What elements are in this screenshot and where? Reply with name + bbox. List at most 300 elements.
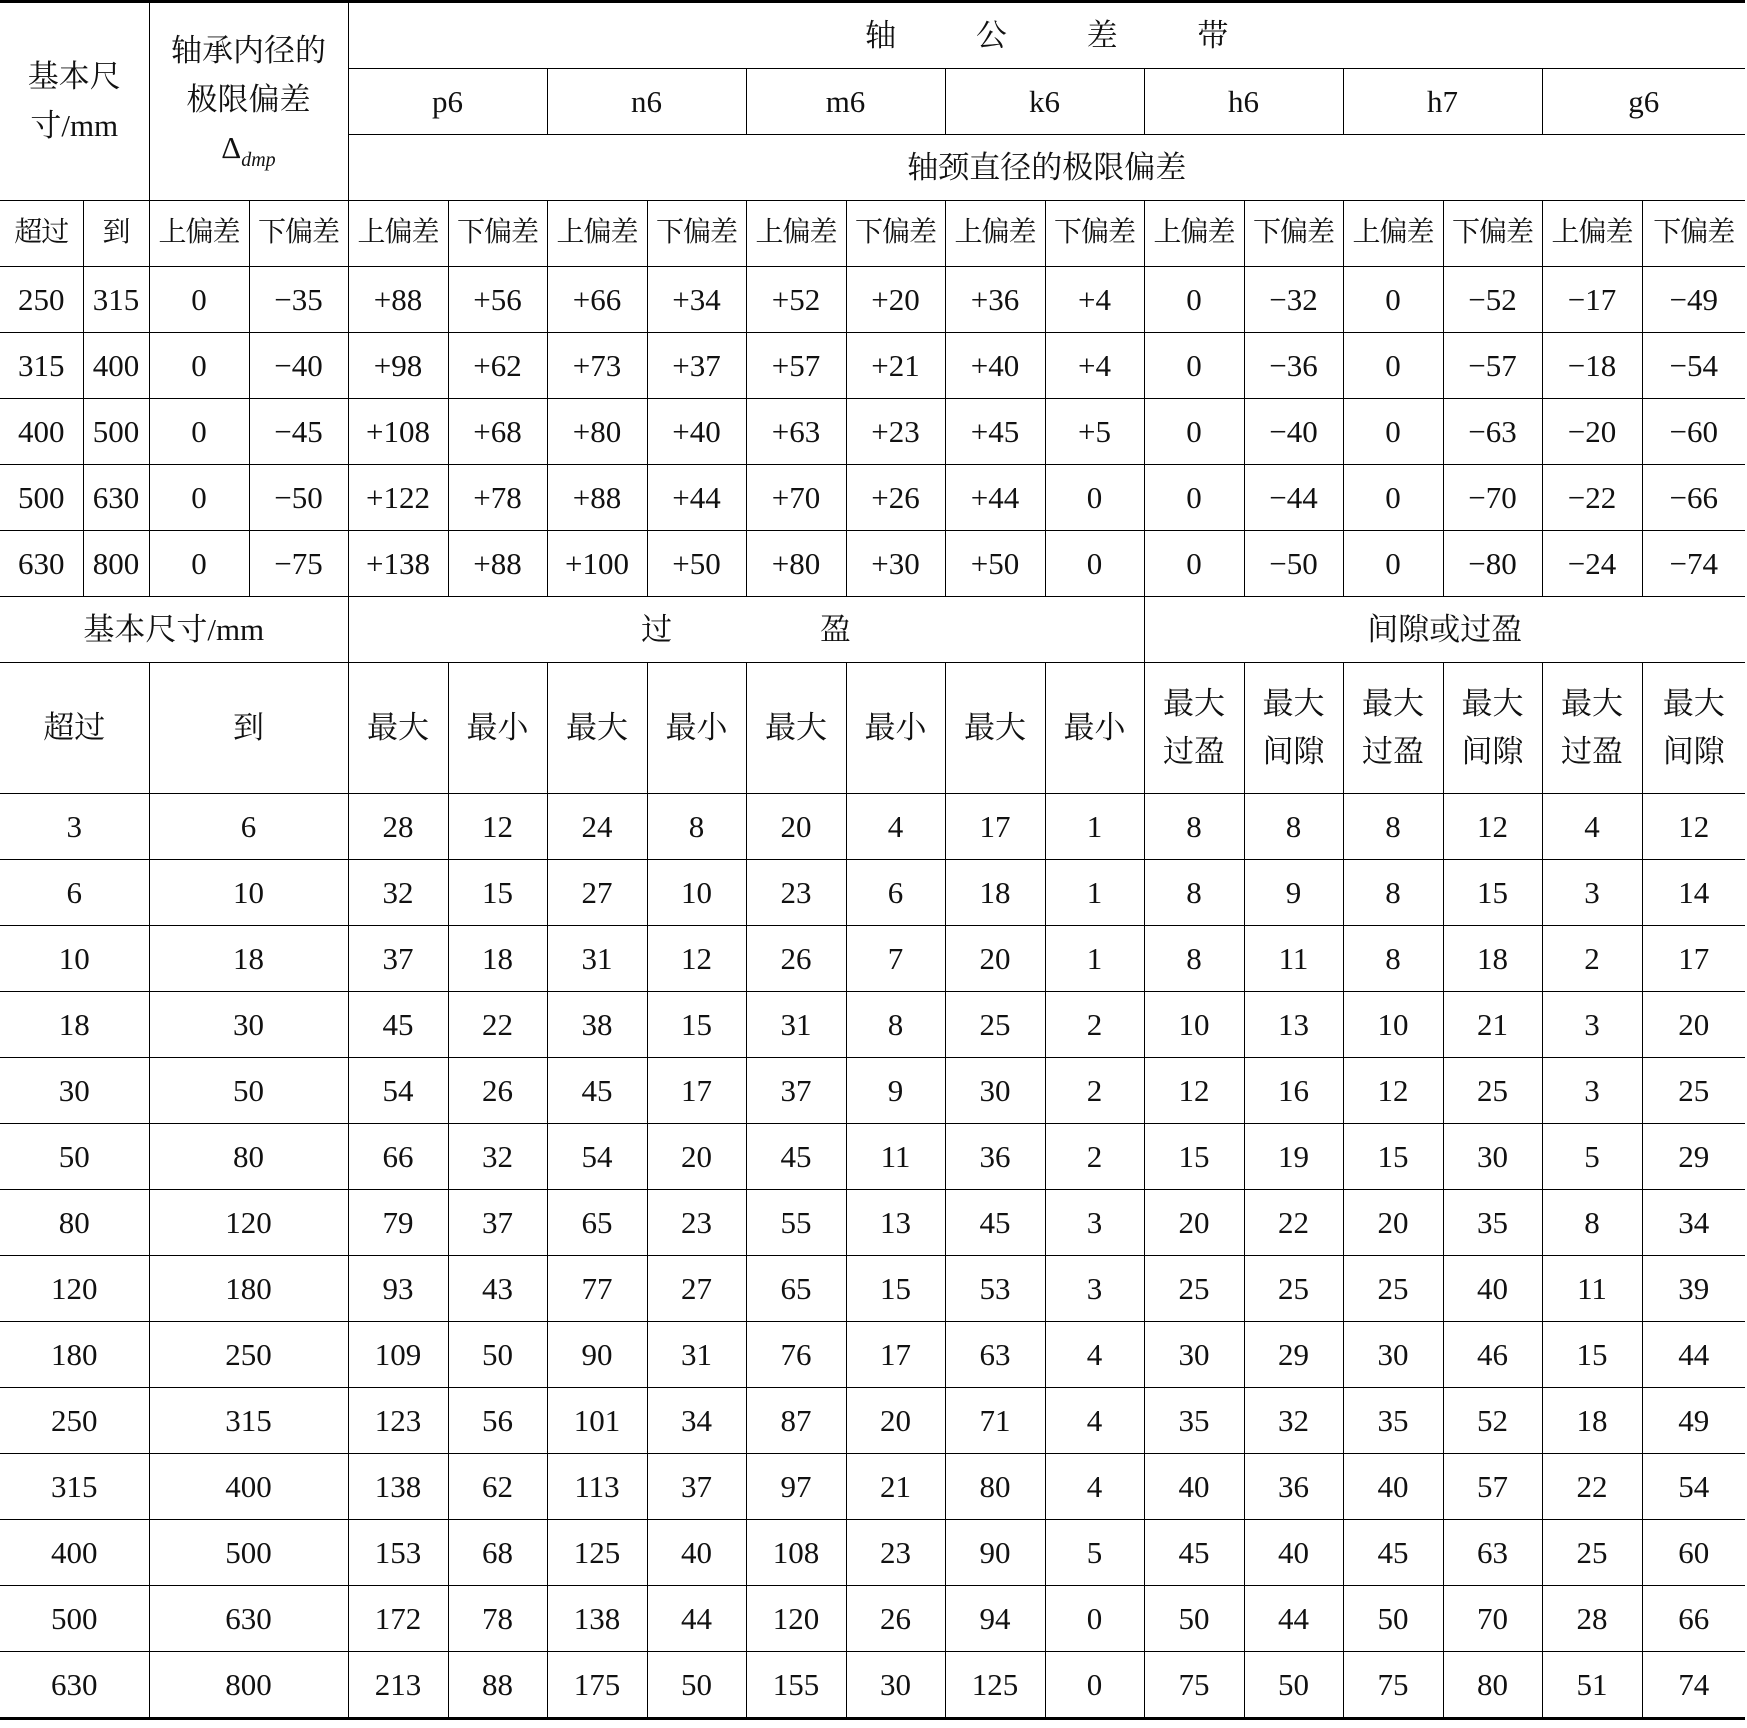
bottom-data-cell: 172 xyxy=(348,1586,448,1652)
top-data-cell: −63 xyxy=(1443,399,1542,465)
top-data-cell: +98 xyxy=(348,333,448,399)
bottom-data-cell: 8 xyxy=(846,992,945,1058)
bottom-data-cell: 45 xyxy=(1343,1520,1443,1586)
bottom-data-cell: 46 xyxy=(1443,1322,1542,1388)
delta-symbol: Δ xyxy=(221,129,242,165)
bottom-data-cell: 75 xyxy=(1144,1652,1244,1719)
top-data-cell: +30 xyxy=(846,531,945,597)
bottom-data-cell: 74 xyxy=(1642,1652,1745,1719)
shaft-tolerance-zone-header: 轴 公 差 带 xyxy=(348,2,1745,69)
top-data-cell: 0 xyxy=(1144,399,1244,465)
top-data-cell: 630 xyxy=(0,531,83,597)
top-data-cell: +20 xyxy=(846,267,945,333)
bottom-data-cell: 31 xyxy=(746,992,846,1058)
bottom-data-cell: 23 xyxy=(746,860,846,926)
bottom-data-cell: 21 xyxy=(1443,992,1542,1058)
bottom-data-cell: 44 xyxy=(1642,1322,1745,1388)
bottom-data-cell: 8 xyxy=(1144,926,1244,992)
bottom-data-cell: 28 xyxy=(348,794,448,860)
top-data-cell: +88 xyxy=(448,531,547,597)
bottom-data-cell: 400 xyxy=(149,1454,348,1520)
bottom-data-cell: 27 xyxy=(647,1256,746,1322)
top-data-cell: 0 xyxy=(1144,333,1244,399)
top-data-cell: +37 xyxy=(647,333,746,399)
bottom-data-cell: 12 xyxy=(1443,794,1542,860)
bottom-data-cell: 155 xyxy=(746,1652,846,1719)
top-data-row xyxy=(0,267,1745,333)
top-data-cell: 0 xyxy=(149,531,249,597)
bottom-data-body xyxy=(0,794,1745,1719)
bottom-data-cell: 500 xyxy=(149,1520,348,1586)
bottom-data-cell: 20 xyxy=(746,794,846,860)
top-data-cell: +56 xyxy=(448,267,547,333)
bottom-data-cell: 20 xyxy=(1642,992,1745,1058)
bottom-data-cell: 12 xyxy=(647,926,746,992)
top-data-cell: −50 xyxy=(1244,531,1343,597)
bottom-data-cell: 3 xyxy=(1542,992,1642,1058)
bottom-data-row xyxy=(0,1190,1745,1256)
bottom-data-cell: 65 xyxy=(547,1190,647,1256)
bottom-data-cell: 34 xyxy=(647,1388,746,1454)
bottom-data-cell: 23 xyxy=(647,1190,746,1256)
bottom-data-row xyxy=(0,794,1745,860)
bottom-data-cell: 17 xyxy=(846,1322,945,1388)
bottom-data-cell: 6 xyxy=(0,860,149,926)
bottom-data-row xyxy=(0,926,1745,992)
lower-deviation-header: 下偏差 xyxy=(647,201,746,267)
top-data-cell: +68 xyxy=(448,399,547,465)
top-data-cell: −18 xyxy=(1542,333,1642,399)
bottom-data-cell: 11 xyxy=(1542,1256,1642,1322)
top-data-cell: −44 xyxy=(1244,465,1343,531)
top-data-cell: +88 xyxy=(547,465,647,531)
top-data-row xyxy=(0,531,1745,597)
bottom-data-cell: 51 xyxy=(1542,1652,1642,1719)
bottom-data-cell: 66 xyxy=(1642,1586,1745,1652)
bottom-data-cell: 8 xyxy=(647,794,746,860)
bottom-data-cell: 25 xyxy=(1343,1256,1443,1322)
bottom-data-cell: 9 xyxy=(1244,860,1343,926)
bottom-data-cell: 15 xyxy=(448,860,547,926)
over-header: 超过 xyxy=(0,201,83,267)
top-data-cell: −35 xyxy=(249,267,348,333)
bottom-data-row xyxy=(0,1652,1745,1719)
top-data-cell: +40 xyxy=(647,399,746,465)
bottom-data-cell: 44 xyxy=(1244,1586,1343,1652)
bottom-data-cell: 34 xyxy=(1642,1190,1745,1256)
top-data-cell: +88 xyxy=(348,267,448,333)
bottom-data-cell: 1 xyxy=(1045,926,1144,992)
bottom-data-cell: 113 xyxy=(547,1454,647,1520)
top-data-cell: 500 xyxy=(83,399,149,465)
bottom-data-cell: 4 xyxy=(1045,1322,1144,1388)
top-data-cell: −54 xyxy=(1642,333,1745,399)
bottom-data-cell: 20 xyxy=(1343,1190,1443,1256)
bottom-data-cell: 315 xyxy=(149,1388,348,1454)
upper-deviation-header: 上偏差 xyxy=(149,201,249,267)
bottom-data-cell: 40 xyxy=(1343,1454,1443,1520)
bottom-data-cell: 12 xyxy=(448,794,547,860)
bottom-data-cell: 800 xyxy=(149,1652,348,1719)
bottom-data-cell: 22 xyxy=(448,992,547,1058)
top-data-cell: 0 xyxy=(1343,465,1443,531)
bottom-data-cell: 8 xyxy=(1343,926,1443,992)
top-data-cell: +100 xyxy=(547,531,647,597)
bottom-data-cell: 1 xyxy=(1045,860,1144,926)
top-data-cell: 0 xyxy=(149,465,249,531)
top-data-cell: +5 xyxy=(1045,399,1144,465)
bottom-data-row xyxy=(0,1256,1745,1322)
top-data-cell: +50 xyxy=(945,531,1045,597)
bottom-data-cell: 11 xyxy=(1244,926,1343,992)
top-data-cell: 0 xyxy=(1045,531,1144,597)
top-data-cell: −40 xyxy=(1244,399,1343,465)
bottom-data-cell: 78 xyxy=(448,1586,547,1652)
bottom-data-cell: 123 xyxy=(348,1388,448,1454)
bottom-data-cell: 36 xyxy=(945,1124,1045,1190)
bottom-data-cell: 37 xyxy=(348,926,448,992)
upper-deviation-header: 上偏差 xyxy=(1144,201,1244,267)
lower-deviation-header: 下偏差 xyxy=(1642,201,1745,267)
top-data-cell: −57 xyxy=(1443,333,1542,399)
bottom-data-cell: 8 xyxy=(1144,794,1244,860)
bottom-data-row xyxy=(0,1124,1745,1190)
bottom-data-cell: 18 xyxy=(0,992,149,1058)
bottom-data-row xyxy=(0,1454,1745,1520)
top-data-cell: −36 xyxy=(1244,333,1343,399)
bottom-data-cell: 29 xyxy=(1244,1322,1343,1388)
min-interference-header: 最小 xyxy=(448,663,547,794)
bottom-data-cell: 90 xyxy=(547,1322,647,1388)
top-data-cell: +57 xyxy=(746,333,846,399)
bottom-data-cell: 37 xyxy=(448,1190,547,1256)
max-interference-header: 最大过盈 xyxy=(1343,663,1443,794)
bottom-data-cell: 54 xyxy=(348,1058,448,1124)
bottom-data-cell: 29 xyxy=(1642,1124,1745,1190)
bottom-data-row xyxy=(0,1520,1745,1586)
bottom-data-cell: 23 xyxy=(846,1520,945,1586)
bottom-data-cell: 45 xyxy=(746,1124,846,1190)
bottom-data-cell: 25 xyxy=(945,992,1045,1058)
bottom-header-row-1 xyxy=(0,597,1745,663)
lower-deviation-header: 下偏差 xyxy=(1045,201,1144,267)
bottom-data-cell: 180 xyxy=(0,1322,149,1388)
bottom-data-cell: 25 xyxy=(1542,1520,1642,1586)
bottom-data-row xyxy=(0,1586,1745,1652)
zone-header: p6 xyxy=(348,69,547,135)
top-data-row xyxy=(0,399,1745,465)
bottom-data-cell: 77 xyxy=(547,1256,647,1322)
bottom-data-cell: 26 xyxy=(746,926,846,992)
bottom-data-cell: 79 xyxy=(348,1190,448,1256)
top-data-cell: +138 xyxy=(348,531,448,597)
bottom-section xyxy=(0,597,1745,794)
upper-deviation-header: 上偏差 xyxy=(348,201,448,267)
bearing-bore-label-line2: 极限偏差 xyxy=(186,81,311,117)
bottom-data-cell: 31 xyxy=(547,926,647,992)
bottom-data-cell: 30 xyxy=(1144,1322,1244,1388)
bottom-data-cell: 180 xyxy=(149,1256,348,1322)
top-data-cell: 0 xyxy=(1343,267,1443,333)
bottom-data-cell: 101 xyxy=(547,1388,647,1454)
top-data-row xyxy=(0,333,1745,399)
bottom-data-cell: 63 xyxy=(1443,1520,1542,1586)
bottom-data-cell: 24 xyxy=(547,794,647,860)
upper-deviation-header: 上偏差 xyxy=(1343,201,1443,267)
top-data-cell: 0 xyxy=(1144,465,1244,531)
interference-header: 过 盈 xyxy=(348,597,1144,663)
bottom-data-cell: 0 xyxy=(1045,1652,1144,1719)
bottom-data-cell: 20 xyxy=(945,926,1045,992)
bottom-data-cell: 94 xyxy=(945,1586,1045,1652)
bottom-data-cell: 35 xyxy=(1443,1190,1542,1256)
top-subheader-row xyxy=(0,201,1745,267)
bottom-data-cell: 45 xyxy=(348,992,448,1058)
max-clearance-header: 最大间隙 xyxy=(1244,663,1343,794)
bottom-data-cell: 30 xyxy=(1343,1322,1443,1388)
bottom-header-row-2 xyxy=(0,663,1745,794)
bottom-to-header: 到 xyxy=(149,663,348,794)
lower-deviation-header: 下偏差 xyxy=(1244,201,1343,267)
top-data-cell: +44 xyxy=(647,465,746,531)
to-header: 到 xyxy=(83,201,149,267)
top-data-cell: 0 xyxy=(1343,531,1443,597)
bottom-data-cell: 87 xyxy=(746,1388,846,1454)
top-data-cell: +62 xyxy=(448,333,547,399)
bottom-data-cell: 35 xyxy=(1343,1388,1443,1454)
top-data-cell: +66 xyxy=(547,267,647,333)
top-data-cell: −75 xyxy=(249,531,348,597)
bottom-data-cell: 108 xyxy=(746,1520,846,1586)
clearance-or-interference-header: 间隙或过盈 xyxy=(1144,597,1745,663)
bottom-data-cell: 25 xyxy=(1144,1256,1244,1322)
bottom-data-cell: 1 xyxy=(1045,794,1144,860)
bottom-data-cell: 20 xyxy=(846,1388,945,1454)
top-data-cell: −80 xyxy=(1443,531,1542,597)
bottom-data-cell: 88 xyxy=(448,1652,547,1719)
bottom-data-cell: 500 xyxy=(0,1586,149,1652)
bottom-data-cell: 10 xyxy=(647,860,746,926)
top-data-cell: 400 xyxy=(0,399,83,465)
top-data-cell: 0 xyxy=(1045,465,1144,531)
bottom-data-cell: 2 xyxy=(1045,1058,1144,1124)
bottom-data-cell: 66 xyxy=(348,1124,448,1190)
bottom-data-cell: 30 xyxy=(846,1652,945,1719)
bottom-data-cell: 18 xyxy=(945,860,1045,926)
bottom-data-cell: 120 xyxy=(746,1586,846,1652)
bottom-data-cell: 45 xyxy=(945,1190,1045,1256)
bottom-data-cell: 315 xyxy=(0,1454,149,1520)
top-data-cell: +73 xyxy=(547,333,647,399)
top-data-cell: +70 xyxy=(746,465,846,531)
top-data-cell: −52 xyxy=(1443,267,1542,333)
top-data-cell: +80 xyxy=(746,531,846,597)
journal-deviation-header: 轴颈直径的极限偏差 xyxy=(348,135,1745,201)
top-data-cell: −70 xyxy=(1443,465,1542,531)
max-clearance-header: 最大间隙 xyxy=(1642,663,1745,794)
bottom-over-header: 超过 xyxy=(0,663,149,794)
top-data-cell: +34 xyxy=(647,267,746,333)
bottom-data-cell: 57 xyxy=(1443,1454,1542,1520)
max-interference-header: 最大 xyxy=(746,663,846,794)
top-data-cell: 500 xyxy=(0,465,83,531)
zone-header: g6 xyxy=(1542,69,1745,135)
bottom-data-cell: 14 xyxy=(1642,860,1745,926)
lower-deviation-header: 下偏差 xyxy=(1443,201,1542,267)
top-data-cell: +78 xyxy=(448,465,547,531)
top-data-cell: +26 xyxy=(846,465,945,531)
bottom-data-cell: 3 xyxy=(1542,1058,1642,1124)
bottom-data-cell: 12 xyxy=(1144,1058,1244,1124)
top-data-body xyxy=(0,267,1745,597)
bottom-data-cell: 10 xyxy=(1343,992,1443,1058)
bottom-data-cell: 70 xyxy=(1443,1586,1542,1652)
top-data-cell: +4 xyxy=(1045,267,1144,333)
bottom-data-cell: 68 xyxy=(448,1520,547,1586)
bottom-data-cell: 19 xyxy=(1244,1124,1343,1190)
bottom-data-cell: 50 xyxy=(448,1322,547,1388)
bottom-data-cell: 15 xyxy=(647,992,746,1058)
bottom-data-cell: 630 xyxy=(0,1652,149,1719)
zone-header: h7 xyxy=(1343,69,1542,135)
top-data-cell: 0 xyxy=(1343,399,1443,465)
bottom-data-cell: 8 xyxy=(1343,794,1443,860)
bottom-data-cell: 30 xyxy=(149,992,348,1058)
bottom-data-cell: 138 xyxy=(348,1454,448,1520)
bottom-data-cell: 153 xyxy=(348,1520,448,1586)
bottom-data-cell: 38 xyxy=(547,992,647,1058)
bottom-data-cell: 10 xyxy=(0,926,149,992)
bottom-data-cell: 0 xyxy=(1045,1586,1144,1652)
bottom-data-cell: 25 xyxy=(1244,1256,1343,1322)
top-data-cell: +23 xyxy=(846,399,945,465)
max-interference-header: 最大 xyxy=(547,663,647,794)
bottom-data-cell: 50 xyxy=(647,1652,746,1719)
bottom-data-cell: 50 xyxy=(0,1124,149,1190)
bottom-data-cell: 15 xyxy=(1144,1124,1244,1190)
bottom-data-cell: 120 xyxy=(149,1190,348,1256)
zone-header: m6 xyxy=(746,69,945,135)
bottom-data-cell: 40 xyxy=(1244,1520,1343,1586)
bottom-data-cell: 80 xyxy=(0,1190,149,1256)
max-interference-header: 最大 xyxy=(348,663,448,794)
bottom-data-cell: 250 xyxy=(0,1388,149,1454)
top-data-cell: +52 xyxy=(746,267,846,333)
bottom-data-row xyxy=(0,1388,1745,1454)
bottom-data-row xyxy=(0,1058,1745,1124)
bearing-bore-label-line1: 轴承内径的 xyxy=(171,33,326,69)
top-header-row-1 xyxy=(0,2,1745,69)
bottom-data-cell: 18 xyxy=(448,926,547,992)
min-interference-header: 最小 xyxy=(647,663,746,794)
bottom-data-cell: 30 xyxy=(945,1058,1045,1124)
bottom-data-cell: 15 xyxy=(1542,1322,1642,1388)
bottom-data-cell: 43 xyxy=(448,1256,547,1322)
bottom-data-cell: 15 xyxy=(1443,860,1542,926)
bottom-data-cell: 213 xyxy=(348,1652,448,1719)
top-data-cell: 0 xyxy=(1144,267,1244,333)
bottom-data-cell: 56 xyxy=(448,1388,547,1454)
bottom-data-cell: 8 xyxy=(1542,1190,1642,1256)
bottom-data-cell: 13 xyxy=(846,1190,945,1256)
zone-header: h6 xyxy=(1144,69,1343,135)
bottom-data-cell: 3 xyxy=(1045,1256,1144,1322)
bearing-bore-header xyxy=(149,2,348,201)
bottom-data-cell: 97 xyxy=(746,1454,846,1520)
bottom-data-cell: 18 xyxy=(1443,926,1542,992)
top-section xyxy=(0,2,1745,267)
bottom-data-cell: 8 xyxy=(1144,860,1244,926)
top-data-cell: −50 xyxy=(249,465,348,531)
bottom-data-cell: 37 xyxy=(746,1058,846,1124)
bottom-data-cell: 30 xyxy=(1443,1124,1542,1190)
bottom-data-cell: 120 xyxy=(0,1256,149,1322)
bottom-data-cell: 28 xyxy=(1542,1586,1642,1652)
bottom-data-cell: 35 xyxy=(1144,1388,1244,1454)
bottom-data-cell: 54 xyxy=(1642,1454,1745,1520)
bottom-data-cell: 10 xyxy=(1144,992,1244,1058)
bottom-data-cell: 31 xyxy=(647,1322,746,1388)
basic-size-header-label: 基本尺寸/mm xyxy=(27,59,121,143)
bottom-data-cell: 25 xyxy=(1642,1058,1745,1124)
bottom-data-cell: 250 xyxy=(149,1322,348,1388)
top-data-cell: +4 xyxy=(1045,333,1144,399)
bottom-data-cell: 8 xyxy=(1244,794,1343,860)
top-data-cell: 400 xyxy=(83,333,149,399)
top-data-cell: 800 xyxy=(83,531,149,597)
bottom-data-cell: 125 xyxy=(547,1520,647,1586)
bottom-data-cell: 20 xyxy=(1144,1190,1244,1256)
top-data-cell: −49 xyxy=(1642,267,1745,333)
top-data-cell: 630 xyxy=(83,465,149,531)
bottom-data-cell: 49 xyxy=(1642,1388,1745,1454)
bottom-data-cell: 63 xyxy=(945,1322,1045,1388)
top-data-cell: 315 xyxy=(0,333,83,399)
bottom-data-cell: 15 xyxy=(1343,1124,1443,1190)
top-data-cell: −17 xyxy=(1542,267,1642,333)
bottom-data-cell: 60 xyxy=(1642,1520,1745,1586)
bottom-data-cell: 3 xyxy=(0,794,149,860)
bottom-data-cell: 50 xyxy=(149,1058,348,1124)
delta-subscript: dmp xyxy=(241,148,276,171)
top-data-cell: −60 xyxy=(1642,399,1745,465)
bottom-data-row xyxy=(0,860,1745,926)
top-data-cell: +63 xyxy=(746,399,846,465)
top-data-cell: −45 xyxy=(249,399,348,465)
bottom-data-cell: 6 xyxy=(149,794,348,860)
zone-header: n6 xyxy=(547,69,746,135)
top-data-cell: +80 xyxy=(547,399,647,465)
bottom-data-cell: 32 xyxy=(1244,1388,1343,1454)
bottom-data-cell: 12 xyxy=(1642,794,1745,860)
top-data-cell: +21 xyxy=(846,333,945,399)
bottom-data-cell: 50 xyxy=(1343,1586,1443,1652)
bottom-data-cell: 18 xyxy=(1542,1388,1642,1454)
lower-deviation-header: 下偏差 xyxy=(249,201,348,267)
lower-deviation-header: 下偏差 xyxy=(846,201,945,267)
top-data-cell: −66 xyxy=(1642,465,1745,531)
upper-deviation-header: 上偏差 xyxy=(547,201,647,267)
bottom-data-cell: 175 xyxy=(547,1652,647,1719)
bottom-data-cell: 52 xyxy=(1443,1388,1542,1454)
max-clearance-header: 最大间隙 xyxy=(1443,663,1542,794)
top-data-cell: −20 xyxy=(1542,399,1642,465)
top-data-cell: 0 xyxy=(1343,333,1443,399)
bottom-data-cell: 80 xyxy=(1443,1652,1542,1719)
bottom-data-cell: 37 xyxy=(647,1454,746,1520)
bottom-data-cell: 50 xyxy=(1144,1586,1244,1652)
top-data-cell: 0 xyxy=(149,267,249,333)
